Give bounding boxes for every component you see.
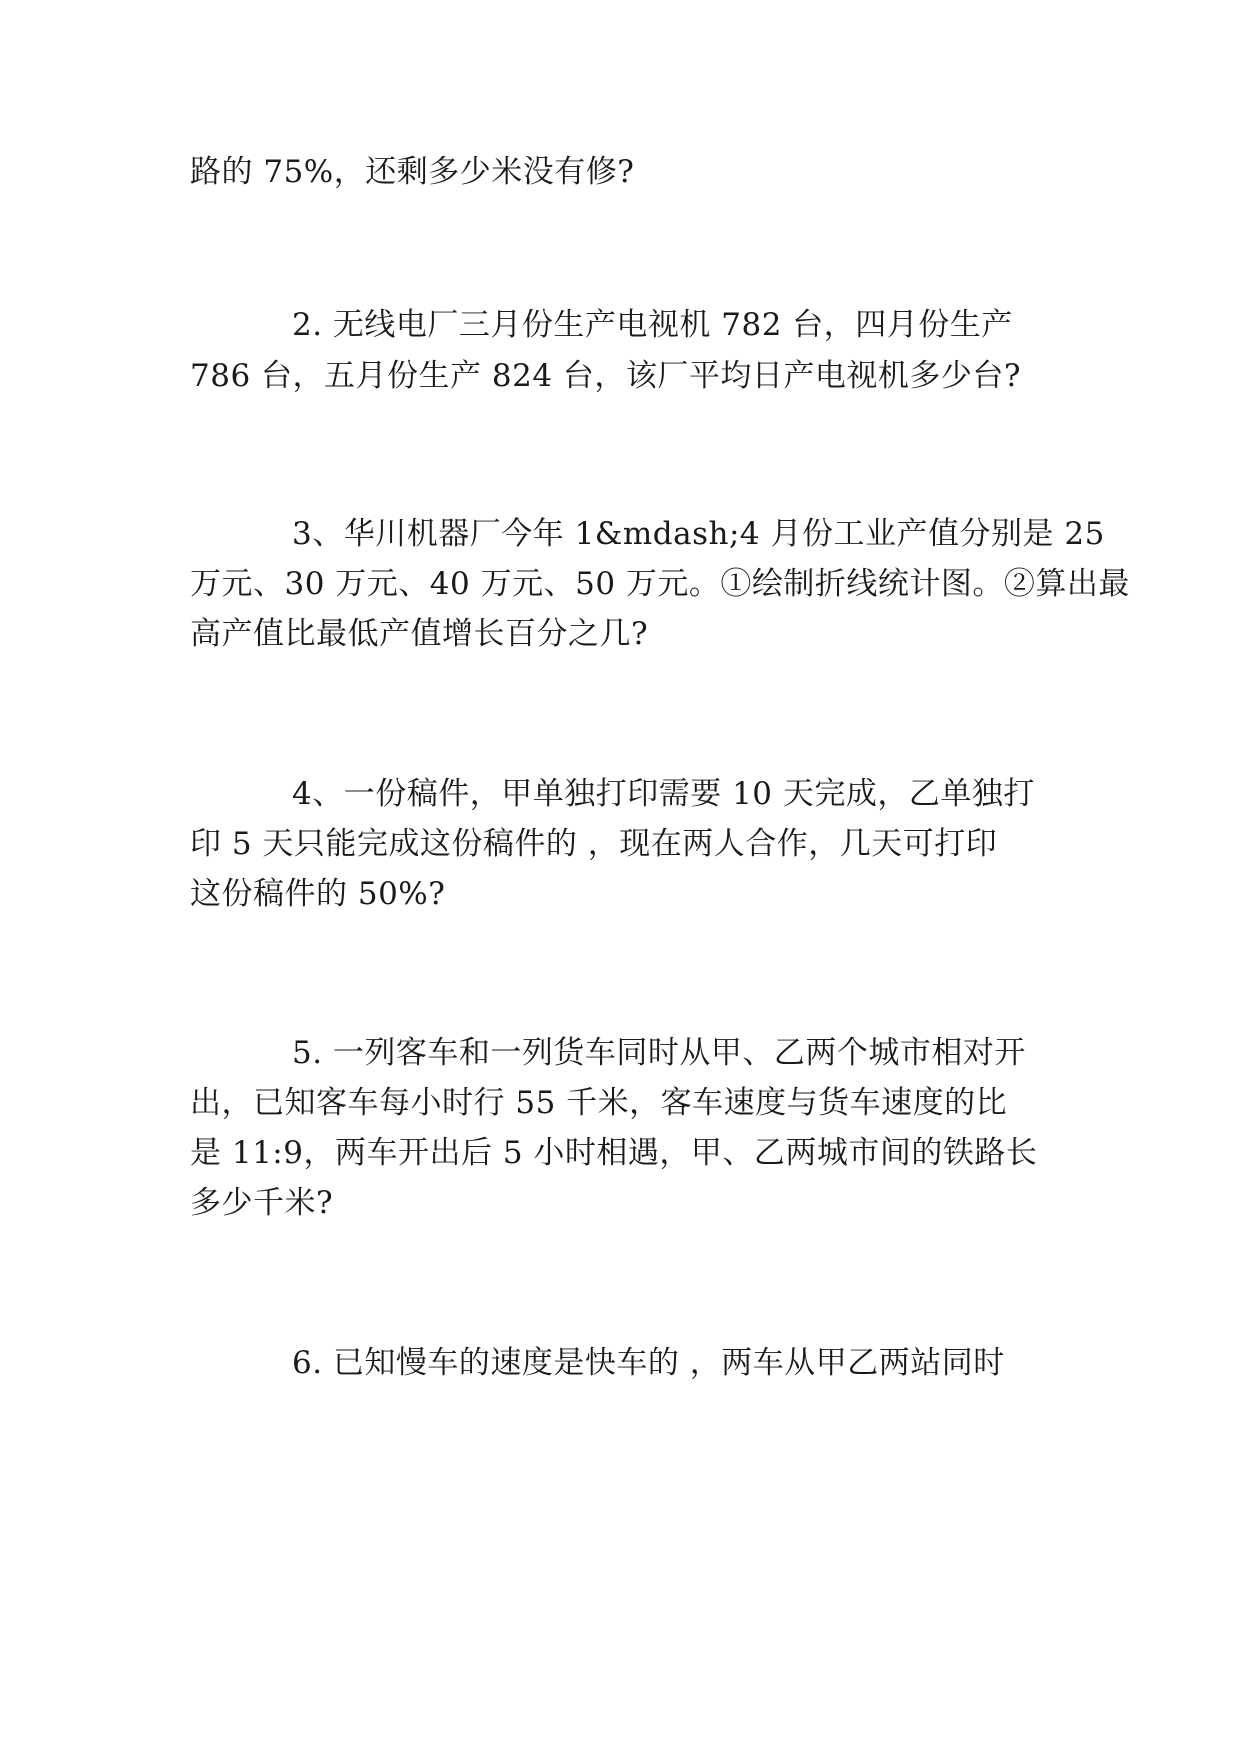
- problem-3-line-2: 万元、30 万元、40 万元、50 万元。①绘制折线统计图。②算出最: [190, 566, 1130, 602]
- problem-4-line-1: 4、一份稿件，甲单独打印需要 10 天完成，乙单独打: [292, 776, 1035, 812]
- problem-3-line-1: 3、华川机器厂今年 1&mdash;4 月份工业产值分别是 25: [292, 516, 1105, 552]
- problem-2-line-2: 786 台，五月份生产 824 台，该厂平均日产电视机多少台?: [190, 358, 1022, 394]
- problem-4-line-2: 印 5 天只能完成这份稿件的 ，现在两人合作，几天可打印: [190, 826, 998, 862]
- problem-2-line-1: 2. 无线电厂三月份生产电视机 782 台，四月份生产: [292, 307, 1013, 343]
- problem-5-line-3: 是 11:9，两车开出后 5 小时相遇，甲、乙两城市间的铁路长: [190, 1135, 1038, 1171]
- problem-5-line-1: 5. 一列客车和一列货车同时从甲、乙两个城市相对开: [292, 1035, 1026, 1071]
- problem-5-line-4: 多少千米?: [190, 1185, 334, 1221]
- problem-3-line-3: 高产值比最低产值增长百分之几?: [190, 616, 649, 652]
- problem-5-line-2: 出，已知客车每小时行 55 千米，客车速度与货车速度的比: [190, 1085, 1008, 1121]
- problem-6-line-1: 6. 已知慢车的速度是快车的 ，两车从甲乙两站同时: [292, 1345, 1005, 1381]
- problem-4-line-3: 这份稿件的 50%?: [190, 876, 446, 912]
- problem-1-line-end: 路的 75%，还剩多少米没有修?: [190, 154, 635, 190]
